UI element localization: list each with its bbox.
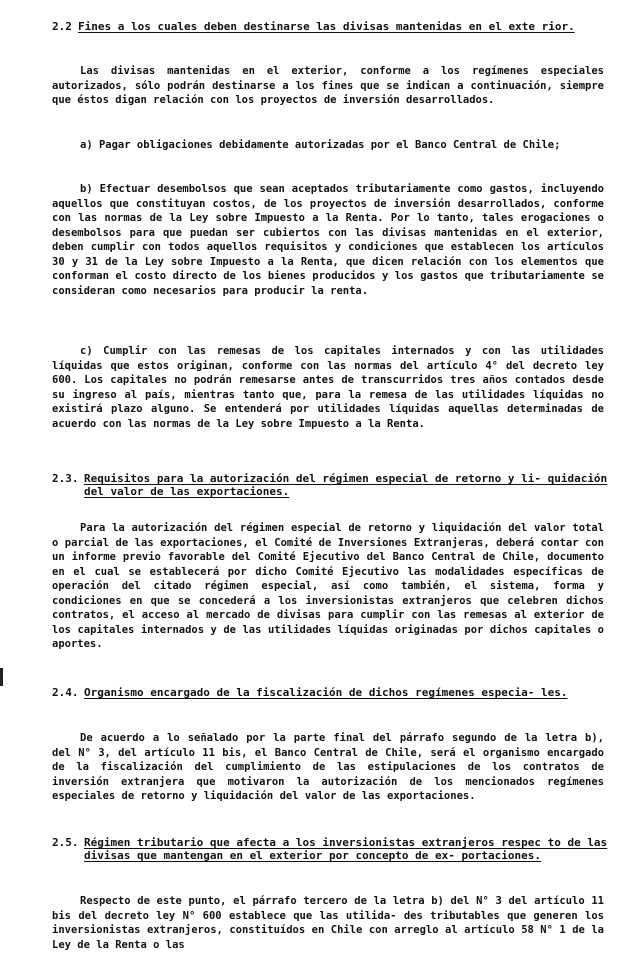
section-number: 2.4.: [52, 686, 79, 699]
paragraph: Las divisas mantenidas en el exterior, conforme a los regímenes especiales autorizados, sólo podrán destinarse a los fines que se indican a continuación, siempre que éstos digan relación con los proyectos de inversión desarrollados.: [52, 65, 604, 106]
section-title: Régimen tributario que afecta a los inversionistas extranjeros respec to de las divisas que mantengan en el exterior por concepto de ex- portaciones.: [84, 836, 608, 862]
paragraph: Para la autorización del régimen especial de retorno y liquidación del valor total o parcial de las exportaciones, el Comité de Inversiones Extranjeras, deberá contar con un informe previo favorable del Comité Ejecutivo del Banco Central de Chile, documento en el cual se establecerá por dicho Comité Ejecutivo las modalidades específicas de operación del citado régimen especial, así como también, el sistema, forma y condiciones en que se concederá a los inversionistas extranjeros que celebren dichos contratos, el acceso al mercado de divisas para cumplir con las remesas al exterior de los capitales internados y de las utilidades líquidas originadas por dichos capitales o aportes.: [52, 522, 604, 650]
paragraph-item-a: a) Pagar obligaciones debidamente autorizadas por el Banco Central de Chile;: [80, 139, 561, 151]
section-number: 2.3.: [52, 472, 79, 485]
section-title: Organismo encargado de la fiscalización de dichos regímenes especia- les.: [84, 686, 568, 699]
paragraph: De acuerdo a lo señalado por la parte final del párrafo segundo de la letra b), del N° 3, del artículo 11 bis, el Banco Central de Chile, será el organismo encargado de la fiscalización del cumplimiento de las estipulaciones de los contratos de inversión extranjera que motivaron la autorización de los mencionados regímenes especiales de retorno y liquidación del valor de las exportaciones.: [52, 732, 604, 802]
section-number: 2.2: [52, 20, 72, 33]
margin-mark: [0, 668, 3, 686]
paragraph-item-b: b) Efectuar desembolsos que sean aceptados tributariamente como gastos, incluyendo aquellos que constituyan costos, de los proyectos de inversión desarrollados, conforme con las normas de la Ley sobre Impuesto a la Renta. Por lo tanto, tales erogaciones o desembolsos para que puedan ser cubiertos con las divisas mantenidas en el exterior, deben cumplir con todos aquellos requisitos y condiciones que establecen los artículos 30 y 31 de la Ley sobre Impuesto a la Renta, que dicen relación con los elementos que conforman el costo directo de los bienes producidos y los gastos que tributariamente se consideran como necesarios para producir la renta.: [52, 183, 604, 297]
section-title: Requisitos para la autorización del régimen especial de retorno y li- quidación del valor de las exportaciones.: [84, 472, 608, 498]
section-title: Fines a los cuales deben destinarse las divisas mantenidas en el exte rior.: [78, 20, 575, 33]
section-number: 2.5.: [52, 836, 79, 849]
paragraph: Respecto de este punto, el párrafo tercero de la letra b) del N° 3 del artículo 11 bis del decreto ley N° 600 establece que las utilida- des tributables que generen los inversionistas extranjeros, constituídos en Chile con arreglo al artículo 58 N° 1 de la Ley de la Renta o las: [52, 895, 604, 951]
paragraph-item-c: c) Cumplir con las remesas de los capitales internados y con las utilidades líquidas que estos originan, conforme con las normas del artículo 4° del decreto ley 600. Los capitales no podrán remesarse antes de transcurridos tres años contados desde su ingreso al país, mientras tanto que, para la remesa de las utilidades líquidas no existirá plazo alguno. Se entenderá por utilidades líquidas aquellas determinadas de acuerdo con las normas de la Ley sobre Impuesto a la Renta.: [52, 345, 604, 430]
